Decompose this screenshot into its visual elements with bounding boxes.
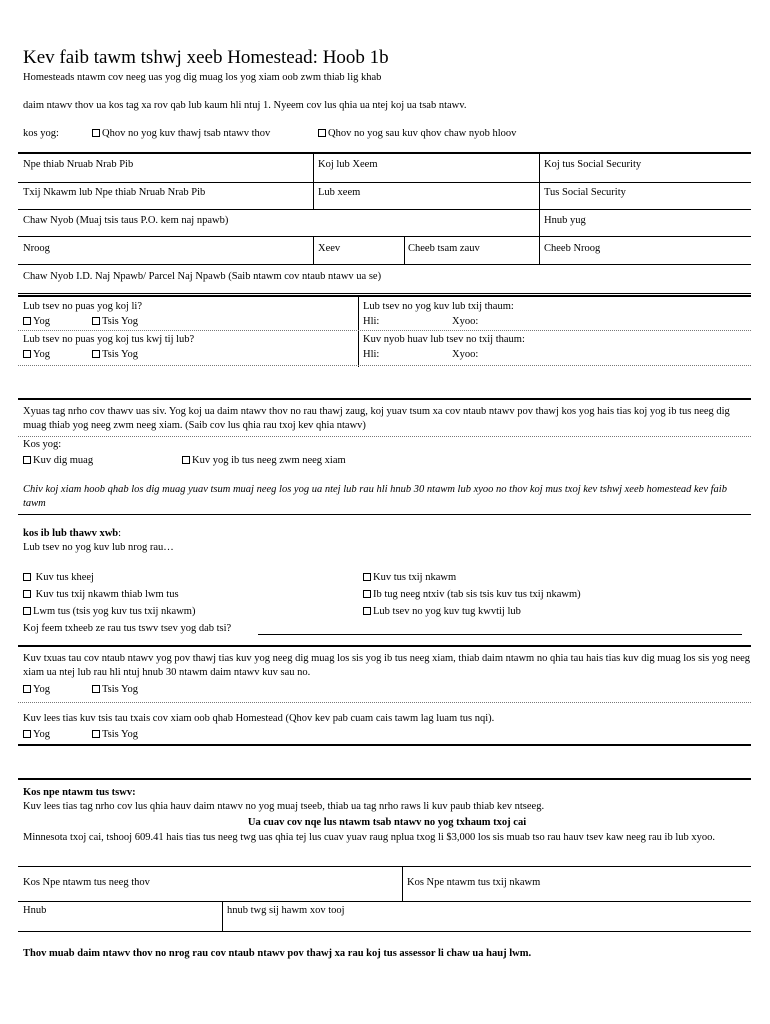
spouse-ssn-field[interactable]: Tus Social Security bbox=[544, 187, 626, 198]
dotted-divider bbox=[18, 702, 751, 703]
relative-home-no[interactable] bbox=[92, 348, 138, 362]
checkbox-icon bbox=[23, 456, 31, 464]
section-divider bbox=[18, 514, 751, 515]
checkbox-label: Lwm tus (tsis yog kuv tus txij nkawm) bbox=[33, 606, 196, 617]
disability-instructions: Xyuas tag nrho cov thawv uas siv. Yog koj ua daim ntawv thov no rau thawj zaug, koj yuav tsum xa cov ntaub ntawv pov thawj kos yog hais tias koj yog ib tus neeg dig muag thiab yog neeg zwm neeg xiam. (Saib cov lus qhia rau txoj kev qhia ntawv) bbox=[23, 406, 730, 431]
checkbox-icon bbox=[23, 685, 31, 693]
checkbox-icon bbox=[23, 317, 31, 325]
checkbox-label: Tsis Yog bbox=[102, 684, 139, 695]
false-statement-warning: Ua cuav cov nqe lus ntawm tsab ntawv no yog txhaum txoj cai bbox=[247, 817, 527, 828]
grid-line bbox=[18, 182, 751, 183]
applicant-signature-field[interactable]: Kos Npe ntawm tus neeg thov bbox=[23, 877, 150, 888]
intro-line-1: Homesteads ntawm cov neeg uas yog dig muag los yog xiam oob zwm thiab lig khab bbox=[23, 72, 382, 83]
section-divider bbox=[18, 152, 751, 154]
date-field[interactable]: Hnub bbox=[23, 905, 47, 916]
section-divider bbox=[18, 295, 751, 297]
checkbox-icon bbox=[363, 607, 371, 615]
owned-year-field[interactable]: Xyoo: bbox=[452, 316, 479, 327]
checkbox-label: Qhov no yog kuv thawj tsab ntawv thov bbox=[102, 128, 271, 139]
checkbox-icon bbox=[182, 456, 190, 464]
page-title: Kev faib tawm tshwj xeeb Homestead: Hoob 1b bbox=[23, 47, 389, 68]
own-home-no[interactable] bbox=[92, 315, 138, 329]
checkbox-icon bbox=[318, 129, 326, 137]
dotted-divider bbox=[18, 436, 751, 437]
first-name-field[interactable]: Npe thiab Nruab Nrab Pib bbox=[23, 159, 134, 170]
checkbox-label: Yog bbox=[33, 316, 51, 327]
grid-line bbox=[222, 901, 223, 931]
eligibility-note: Chiv koj xiam hoob qhab los dig muag yuav tsum muaj neeg los yog ua ntej lub rau hli hnub 30 ntawm lub xyoo no thov koj mus txoj kev tshwj xeeb homestead kev faib tawm bbox=[23, 484, 727, 509]
others-checkbox[interactable] bbox=[23, 605, 195, 619]
checkbox-icon bbox=[23, 607, 31, 615]
proof-statement: Kuv txuas tau cov ntaub ntawv yog pov thawj tias kuv yog neeg dig muag los sis yog ib tus neeg xiam, thiab daim ntawm no qhia tau hais tias kuv dig muag los sis yog neeg xiam ua ntej lub rau hli ntuj hnub 30 ntawm daim ntawv kuv sau no. bbox=[23, 653, 751, 678]
checkbox-label: Tsis Yog bbox=[102, 316, 139, 327]
state-field[interactable]: Xeev bbox=[318, 243, 341, 254]
checkbox-label: Ib tug neeg ntxiv (tab sis tsis kuv tus txij nkawm) bbox=[373, 589, 581, 600]
occupancy-subheading: Lub tsev no yog kuv lub nrog rau… bbox=[23, 542, 174, 553]
checkbox-label: Yog bbox=[33, 729, 51, 740]
penalty-notice: Minnesota txoj cai, tshooj 609.41 hais tias tus neeg twg uas qhia tej lus cuav yuav raug nplua txog li $3,000 los sis muab tso rau hauv tsev kaw neeg rau ib lub xyoo. bbox=[23, 832, 716, 843]
question-own-home: Lub tsev no puas yog koj li? bbox=[23, 301, 142, 312]
checkbox-label: Kuv yog ib tus neeg zwm neeg xiam bbox=[192, 455, 346, 466]
intro-line-2: daim ntawv thov ua kos tag xa rov qab lub kaum hli ntuj 1. Nyeem cov lus qhia ua ntej koj ua tsab ntawv. bbox=[23, 100, 467, 111]
relative-home-yes[interactable] bbox=[23, 348, 50, 362]
county-field[interactable]: Cheeb Nroog bbox=[544, 243, 601, 254]
section-divider bbox=[18, 744, 751, 746]
additional-person-checkbox[interactable] bbox=[363, 588, 581, 602]
grid-line bbox=[313, 236, 314, 264]
grid-line bbox=[402, 866, 403, 901]
checkbox-label: Kuv tus txij nkawm bbox=[373, 572, 457, 583]
disabled-checkbox[interactable] bbox=[182, 454, 346, 468]
spouse-checkbox[interactable] bbox=[363, 571, 456, 585]
phone-field[interactable]: hnub twg sij hawm xov tooj bbox=[227, 905, 345, 916]
grid-line bbox=[18, 866, 751, 867]
last-name-field[interactable]: Koj lub Xeem bbox=[318, 159, 378, 170]
no-exclusion-statement: Kuv lees tias kuv tsis tau txais cov xiam oob qhab Homestead (Qhov kev pab cuam cais tawm lag luam tus nqi). bbox=[23, 713, 495, 724]
zip-field[interactable]: Cheeb tsam zauv bbox=[408, 243, 480, 254]
checkbox-icon bbox=[23, 573, 31, 581]
spouse-last-name-field[interactable]: Lub xeem bbox=[318, 187, 361, 198]
checkbox-label: Kuv tus txij nkawm thiab lwm tus bbox=[35, 589, 179, 600]
checkbox-label: Tsis Yog bbox=[102, 729, 139, 740]
section-divider bbox=[18, 398, 751, 400]
relationship-input-line[interactable] bbox=[258, 634, 742, 635]
exclusion-yes[interactable] bbox=[23, 728, 50, 742]
heading-colon: : bbox=[118, 528, 122, 539]
relationship-label: Koj feem txheeb ze rau tus tswv tsev yog dab tsi? bbox=[23, 623, 232, 634]
grid-line bbox=[18, 236, 751, 237]
grid-line bbox=[18, 264, 751, 265]
grid-line bbox=[18, 931, 751, 932]
dotted-divider bbox=[18, 330, 751, 331]
heading-text: kos ib lub thawv xwb bbox=[23, 528, 119, 539]
grid-line bbox=[539, 153, 540, 264]
dotted-divider bbox=[18, 365, 751, 366]
birth-date-field[interactable]: Hnub yug bbox=[544, 215, 586, 226]
ssn-field[interactable]: Koj tus Social Security bbox=[544, 159, 642, 170]
lived-year-field[interactable]: Xyoo: bbox=[452, 349, 479, 360]
lived-month-field[interactable]: Hli: bbox=[363, 349, 380, 360]
relative-owned-checkbox[interactable] bbox=[363, 605, 521, 619]
checkbox-icon bbox=[23, 730, 31, 738]
parcel-id-field[interactable]: Chaw Nyob I.D. Naj Npawb/ Parcel Naj Npawb (Saib ntawm cov ntaub ntawv ua se) bbox=[23, 271, 382, 282]
section-divider bbox=[18, 645, 751, 647]
section-divider bbox=[18, 778, 751, 780]
owner-signature-heading: Kos npe ntawm tus tswv: bbox=[23, 787, 136, 798]
grid-line bbox=[18, 901, 751, 902]
checkbox-label: Yog bbox=[33, 349, 51, 360]
grid-line bbox=[313, 153, 314, 209]
submission-instructions: Thov muab daim ntawv thov no nrog rau cov ntaub ntawv pov thawj xa rau koj tus assessor li chaw ua hauj lwm. bbox=[23, 948, 532, 959]
first-application-checkbox[interactable] bbox=[92, 127, 270, 141]
checkbox-icon bbox=[363, 573, 371, 581]
proof-yes[interactable] bbox=[23, 683, 50, 697]
spouse-others-checkbox[interactable] bbox=[23, 588, 179, 602]
checkbox-icon bbox=[92, 129, 100, 137]
owned-month-field[interactable]: Hli: bbox=[363, 316, 380, 327]
checkbox-icon bbox=[92, 317, 100, 325]
proof-no[interactable] bbox=[92, 683, 138, 697]
checkbox-label: Lub tsev no yog kuv tug kwvtij lub bbox=[373, 606, 521, 617]
checkbox-icon bbox=[92, 350, 100, 358]
grid-line bbox=[18, 209, 751, 210]
own-home-yes[interactable] bbox=[23, 315, 50, 329]
occupancy-heading bbox=[23, 527, 121, 541]
exclusion-no[interactable] bbox=[92, 728, 138, 742]
blind-checkbox[interactable] bbox=[23, 454, 93, 468]
grid-line bbox=[404, 236, 405, 264]
grid-line bbox=[358, 297, 359, 367]
grid-line bbox=[18, 293, 751, 294]
owned-since-label: Lub tsev no yog kuv lub txij thaum: bbox=[363, 301, 514, 312]
checkbox-icon bbox=[363, 590, 371, 598]
application-type-label: kos yog: bbox=[23, 128, 59, 139]
checkbox-icon bbox=[92, 730, 100, 738]
disability-kos-yog: Kos yog: bbox=[23, 439, 62, 450]
checkbox-label: Tsis Yog bbox=[102, 349, 139, 360]
address-field[interactable]: Chaw Nyob (Muaj tsis taus P.O. kem naj npawb) bbox=[23, 215, 229, 226]
checkbox-label: Qhov no yog sau kuv qhov chaw nyob hloov bbox=[328, 128, 517, 139]
checkbox-label: Yog bbox=[33, 684, 51, 695]
spouse-first-name-field[interactable]: Txij Nkawm lub Npe thiab Nruab Nrab Pib bbox=[23, 187, 206, 198]
checkbox-label: Kuv tus kheej bbox=[35, 572, 94, 583]
checkbox-icon bbox=[23, 350, 31, 358]
spouse-signature-field[interactable]: Kos Npe ntawm tus txij nkawm bbox=[407, 877, 541, 888]
lived-since-label: Kuv nyob huav lub tsev no txij thaum: bbox=[363, 334, 525, 345]
certification-statement: Kuv lees tias tag nrho cov lus qhia hauv daim ntawv no yog muaj tseeb, thiab ua tag nrho raws li kuv paub thiab kev ntseeg. bbox=[23, 801, 545, 812]
address-change-checkbox[interactable] bbox=[318, 127, 516, 141]
checkbox-icon bbox=[92, 685, 100, 693]
question-relative-home: Lub tsev no puas yog koj tus kwj tij lub? bbox=[23, 334, 195, 345]
city-field[interactable]: Nroog bbox=[23, 243, 50, 254]
checkbox-label: Kuv dig muag bbox=[33, 455, 94, 466]
checkbox-icon bbox=[23, 590, 31, 598]
self-checkbox[interactable] bbox=[23, 571, 94, 585]
